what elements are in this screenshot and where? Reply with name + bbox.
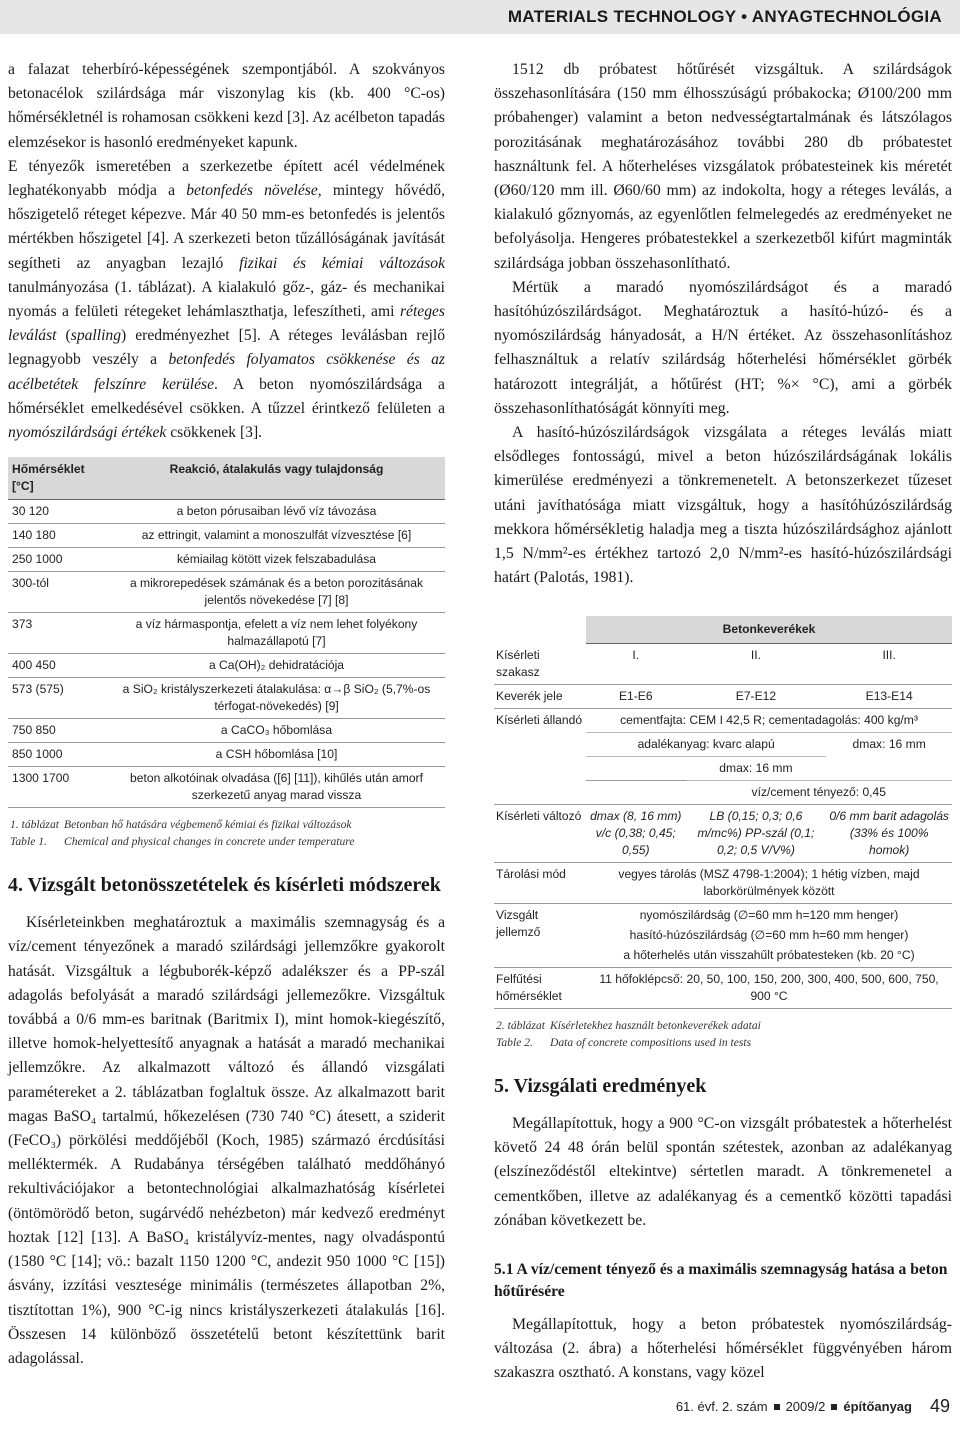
table-row: 850 1000 a CSH hőbomlása [10] bbox=[8, 743, 445, 767]
journal-title: MATERIALS TECHNOLOGY • ANYAGTECHNOLÓGIA bbox=[507, 7, 942, 26]
table-1-head-temp: Hőmérséklet [°C] bbox=[8, 457, 108, 500]
page-footer bbox=[676, 1396, 950, 1417]
table-row: 573 (575) a SiO₂ kristályszerkezeti átalakulása: α→β SiO₂ (5,7%-os térfogat-növekedés) [9] bbox=[8, 678, 445, 719]
table-row: 750 850 a CaCO₃ hőbomlása bbox=[8, 719, 445, 743]
table-row: 30 120 a beton pórusaiban lévő víz távozása bbox=[8, 500, 445, 524]
table-1-header bbox=[8, 457, 445, 500]
table-row: Vizsgált jellemző nyomószilárdság (∅=60 mm h=120 mm henger) bbox=[494, 903, 952, 927]
section-5-paragraph-1: Megállapítottuk, hogy a 900 °C-on vizsgált próbatestek a hőterhelést követő 24 48 órán belül spontán szétestek, azonban az adalékanyag (elszíneződéstől eltekintve) sértetlen maradt. A tönkremenetel a cementkőben, illetve az adalékanyag és a cementkő közötti tapadási zónában következett be. bbox=[494, 1114, 952, 1229]
table-1-head-reaction: Reakció, átalakulás vagy tulajdonság bbox=[108, 457, 445, 500]
table-row: Felfűtési hőmérséklet 11 hőfoklépcső: 20, 50, 100, 150, 200, 300, 400, 500, 600, 750, 900 °C bbox=[494, 967, 952, 1008]
table-row: 300-tól a mikrorepedések számának és a beton porozitásának jelentős növekedése [7] [8] bbox=[8, 572, 445, 613]
table-row: Kísérleti állandó cementfajta: CEM I 42,5 R; cementadagolás: 400 kg/m³ bbox=[494, 708, 952, 732]
separator-square-icon bbox=[774, 1404, 780, 1410]
page-number: 49 bbox=[929, 1396, 950, 1416]
section-5-1-title: 5.1 A víz/cement tényező és a maximális szemnagyság hatása a beton hőtűrésére bbox=[494, 1260, 948, 1300]
table-row: víz/cement tényező: 0,45 bbox=[494, 780, 952, 804]
left-paragraph-2: E tényezők ismeretében a szerkezetbe épített acél védelmének leghatékonyabb módja a betonfedés növelése, mintegy hővédő, hőszigetelő réteget képezve. Már 40 50 mm-es betonfedés is jelentős mértékben hőszigetel [4]. A szerkezeti beton tűzállóságának javítását segítheti az anyagban lezajló fizikai és kémiai változások tanulmányozása (1. táblázat). A kialakuló gőz-, gáz- és mechanikai nyomás a felületi rétegeket lehámlaszthatja, lefeszítheti, ami réteges leválást (spalling) eredményezhet [5]. A réteges leválásban rejlő legnagyobb veszély a betonfedés folyamatos csökkenése és az acélbetétek felszínre kerülése. A beton nyomószilárdsága a hőmérséklet emelkedésével csökken. A tűzzel érintkező felületen a nyomószilárdsági értékek csökkenek [3]. bbox=[8, 157, 446, 442]
right-paragraph-2: Mértük a maradó nyomószilárdságot és a maradó hasítóhúzószilárdságot. Meghatároztuk a hasító-húzó- és a nyomószilárdság hányadosát, a H/N értéket. Az összehasonlításhoz felhasználtuk a relatív szilárdság hőterhelési hőmérséklet görbék határozott integrálját, a hőtűrést (HT; %× °C), ami a görbék összehasonlíthatóságát könnyíti meg. bbox=[494, 278, 952, 417]
table-2-caption: 2. táblázat Kísérletekhez használt betonkeverékek adatai Table 2. Data of concrete compositions used in tests bbox=[496, 1018, 761, 1049]
table-1-caption: 1. táblázat Betonban hő hatására végbemenő kémiai és fizikai változások Table 1. Chemical and physical changes in concrete under temperature bbox=[10, 818, 355, 849]
right-column bbox=[494, 58, 952, 1386]
table-row: 140 180 az ettringit, valamint a monoszulfát vízvesztése [6] bbox=[8, 524, 445, 548]
left-paragraph-1: a falazat teherbíró-képességének szempontjából. A szokványos betonacélok szilárdsága már viszonylag kis (kb. 400 °C-os) hőmérsékletnél is rohamosan csökkeni kezd [3]. Az acélbeton tapadás elemzésekor is hasonló eredményeket kapunk. bbox=[8, 61, 445, 151]
table-row: dmax: 16 mm bbox=[494, 756, 952, 780]
section-5-title: 5. Vizsgálati eredmények bbox=[494, 1074, 707, 1097]
left-column bbox=[8, 58, 445, 1371]
right-paragraph-3: A hasító-húzószilárdságok vizsgálata a réteges leválás miatt elsődleges fontosságú, mivel a beton húzószilárdságának lokális kimerülése eredményezi a tönkremenetelt. A betonszerkezet tűzeset utáni javíthatósága miatt vizsgáltuk, hogy a hasítóhúzószilárdság mekkora hőmérsékletig haladja meg a tiszta húzószilárdsághoz ajánlott 1,5 N/mm²-es értékhez tartozó 2,0 N/mm²-es hasító-húzószilárdsági határt (Palotás, 1981). bbox=[494, 424, 952, 587]
footer-year: 2009/2 bbox=[785, 1399, 826, 1414]
section-4-title: 4. Vizsgált betonösszetételek és kísérleti módszerek bbox=[8, 874, 441, 897]
table-row: a hőterhelés után visszahűlt próbatesteken (kb. 20 °C) bbox=[494, 947, 952, 968]
table-1 bbox=[8, 457, 445, 808]
table-row: Keverék jele E1-E6 E7-E12 E13-E14 bbox=[494, 684, 952, 708]
header-band bbox=[0, 0, 960, 34]
section-4-paragraph: Kísérleteinkben meghatároztuk a maximális szemnagyság és a víz/cement tényezőnek a maradó szilárdsági jellemzőkre gyakorolt hatását. Vizsgáltuk a légbuborék-képző adalékszer és a PP-szál adagolás befolyását a maradó szilárdsági jellemezőkre. Vizsgáltuk továbbá a 0/6 mm-es baritnak (Baritmix I), mint homok-kiegészítő, illetve homok-helyettesítő anyagnak a hatását a maradó mechanikai jellemzőkre. Az alkalmazott változó és állandó vizsgálati paramétereket a 2. táblázatban foglaltuk össze. Az alkalmazott barit magas BaSO₄ tartalmú, hőkezelésen (730 740 °C) átesett, a sziderit (FeCO₃) pörkölési meddőjéből (Koch, 1985) származó ércdúsítási melléktermék. A Rudabánya térségében található meddőhányó rekultivációjakor a betontechnológiai alkalmazhatóság kísérletei (öntömörödő beton, sugárvédő nehézbeton) már kedvező eredményt hoztak [12] [13]. A BaSO₄ kristályvíz-mentes, nagy olvadáspontú (1580 °C [14]; vö.: bazalt 1150 1200 °C, andezit 950 1000 °C [15]) ásvány, izzítási vesztesége minimális (természetes állapotban 2%, tisztítottan 1%), 900 °C-ig nincs kristályszerkezeti átalakulás [16]. Összesen 14 különböző összetételű betont készítettünk barit adagolással. bbox=[8, 914, 445, 1367]
table-2 bbox=[494, 616, 952, 1009]
table-row: 373 a víz hármaspontja, efelett a víz nem lehet folyékony halmazállapotú [7] bbox=[8, 613, 445, 654]
table-row: adalékanyag: kvarc alapú dmax: 16 mm bbox=[494, 732, 952, 756]
table-row: Kísérleti változó dmax (8, 16 mm) v/c (0,38; 0,45; 0,55) LB (0,15; 0,3; 0,6 m/mc%) PP-szál (0,1; 0,2; 0,5 V/V%) 0/6 mm barit adagolás (33% és 100% homok) bbox=[494, 804, 952, 862]
table-2-group-header: Betonkeverékek bbox=[586, 616, 952, 644]
table-row: Kísérleti szakasz I. II. III. bbox=[494, 644, 952, 685]
section-5-1-paragraph: Megállapítottuk, hogy a beton próbatestek nyomószilárdság-változása (2. ábra) a hőterhelési hőmérséklet függvényében három szakaszra osztható. A konstans, vagy közel bbox=[494, 1315, 952, 1382]
table-row: Tárolási mód vegyes tárolás (MSZ 4798-1:2004); 1 hétig vízben, majd laborkörülmények között bbox=[494, 862, 952, 903]
footer-issue: 61. évf. 2. szám bbox=[675, 1399, 768, 1414]
table-row: 250 1000 kémiailag kötött vizek felszabadulása bbox=[8, 548, 445, 572]
table-row: hasító-húzószilárdság (∅=60 mm h=60 mm henger) bbox=[629, 927, 909, 942]
right-paragraph-1: 1512 db próbatest hőtűrését vizsgáltuk. A szilárdságok összehasonlítására (150 mm élhosszúságú próbakocka; Ø100/200 mm próbahenger) valamint a beton nedvességtartalmának és látszólagos porozitásának meghatározásához további 280 db próbatestet használtunk fel. A hőterheléses vizsgálatok próbatesteinek kis méretét (Ø60/120 mm ill. Ø60/60 mm) az indokolta, hogy a réteges leválás, a kialakuló gőznyomás, az egyenlőtlen felmelegedés az eredményeket ne befolyásolja. Hengeres próbatestekkel a szerkezetből kifúrt magminták szilárdsága jobban összehasonlítható. bbox=[494, 61, 952, 272]
table-row: 1300 1700 beton alkotóinak olvadása ([6] [11]), kihűlés után amorf szerkezetű anyag marad vissza bbox=[8, 767, 445, 808]
footer-brand: építőanyag bbox=[843, 1399, 912, 1414]
table-row: 400 450 a Ca(OH)₂ dehidratációja bbox=[8, 654, 445, 678]
separator-square-icon bbox=[831, 1404, 837, 1410]
